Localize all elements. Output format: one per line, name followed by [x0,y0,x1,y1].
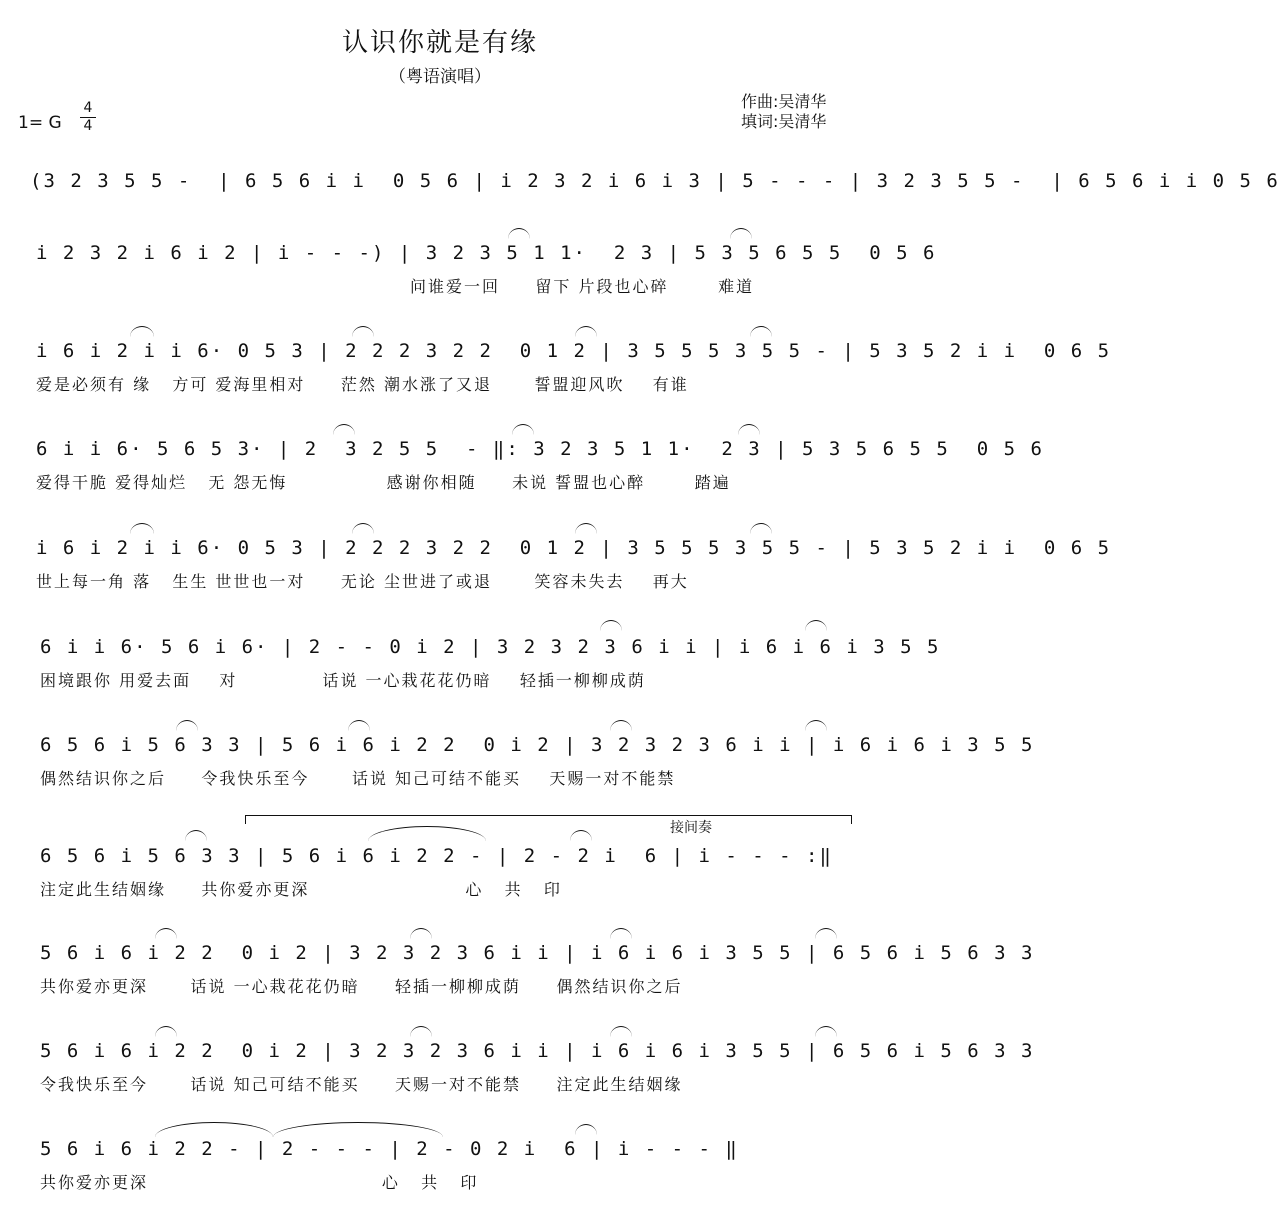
time-signature-top: 4 [83,100,93,116]
slur-mark [738,424,760,435]
score-row-3 [0,340,1112,420]
lyric-line: 偶然结识你之后 令我快乐至今 话说 知己可结不能买 天赐一对不能禁 [40,769,676,788]
credits [741,92,826,132]
score-row-9 [0,942,1035,1022]
slur-mark [610,928,632,939]
slur-mark [155,1122,273,1137]
time-signature [80,101,96,134]
slur-mark [815,1026,837,1037]
slur-mark [570,830,592,841]
notation-line: 6 5 6 i 5 6 3 3 | 5 6 i 6 i 2 2 - | 2 - 2 i 6 | i - - - :‖ [40,845,833,867]
slur-mark [333,424,355,435]
lyric-line: 困境跟你 用爱去面 对 话说 一心栽花花仍暗 轻插一柳柳成荫 [40,671,646,690]
slur-mark [155,1026,177,1037]
lyric-line: 爱是必须有 缘 方可 爱海里相对 茫然 潮水涨了又退 誓盟迎风吹 有谁 [36,375,689,394]
score-row-2 [0,242,937,322]
score-row-5 [0,537,1112,617]
score-row-7 [0,734,1035,814]
slur-mark [368,826,486,841]
notation-line: 5 6 i 6 i 2 2 0 i 2 | 3 2 3 2 3 6 i i | i 6 i 6 i 3 5 5 | 6 5 6 i 5 6 3 3 [40,1040,1035,1062]
slur-mark [575,1124,597,1135]
slur-mark [352,326,374,337]
slur-mark [410,928,432,939]
slur-mark [410,1026,432,1037]
notation-line: 5 6 i 6 i 2 2 0 i 2 | 3 2 3 2 3 6 i i | i 6 i 6 i 3 5 5 | 6 5 6 i 5 6 3 3 [40,942,1035,964]
slur-mark [600,620,622,631]
composer-credit: 作曲:吴清华 [741,92,827,111]
slur-mark [130,523,154,534]
slur-mark [805,720,827,731]
score-row-10 [0,1040,1035,1120]
score-row-8 [0,845,880,925]
slur-mark [610,1026,632,1037]
notation-line: 6 5 6 i 5 6 3 3 | 5 6 i 6 i 2 2 0 i 2 | 3 2 3 2 3 6 i i | i 6 i 6 i 3 5 5 [40,734,1035,756]
song-subtitle: （粤语演唱） [389,67,491,87]
lyric-line: 令我快乐至今 话说 知己可结不能买 天赐一对不能禁 注定此生结姻缘 [40,1075,683,1094]
slur-mark [273,1122,443,1137]
lyric-line: 爱得干脆 爱得灿烂 无 怨无悔 感谢你相随 未说 誓盟也心醉 踏遍 [36,473,731,492]
notation-line: i 2 3 2 i 6 i 2 | i - - -) | 3 2 3 5 1 1· 2 3 | 5 3 5 6 5 5 0 5 6 [36,242,937,264]
slur-mark [610,720,632,731]
slur-mark [750,326,772,337]
slur-mark [348,720,370,731]
score-row-11 [0,1138,880,1218]
slur-mark [155,928,177,939]
slur-mark [185,830,207,841]
slur-mark [512,424,534,435]
score-row-4 [0,438,1044,518]
notation-line: 6 i i 6· 5 6 i 6· | 2 - - 0 i 2 | 3 2 3 2 3 6 i i | i 6 i 6 i 3 5 5 [40,636,941,658]
slur-mark [815,928,837,939]
lyric-line: 问谁爱一回 留下 片段也心碎 难道 [410,277,755,296]
notation-line: i 6 i 2 i i 6· 0 5 3 | 2 2 2 3 2 2 0 1 2 | 3 5 5 5 3 5 5 - | 5 3 5 2 i i 0 6 5 [36,340,1112,362]
notation-line: i 6 i 2 i i 6· 0 5 3 | 2 2 2 3 2 2 0 1 2 | 3 5 5 5 3 5 5 - | 5 3 5 2 i i 0 6 5 [36,537,1112,559]
slur-mark [575,523,597,534]
score-row-6 [0,636,941,716]
notation-line: (3 2 3 5 5 - | 6 5 6 i i 0 5 6 | i 2 3 2 i 6 i 3 | 5 - - - | 3 2 3 5 5 - | 6 5 6 i i 0 5 6 [30,170,1280,192]
lyric-line: 共你爱亦更深 心 共 印 [40,1173,479,1192]
slur-mark [176,720,198,731]
interlude-bracket [245,815,852,824]
lyric-line: 注定此生结姻缘 共你爱亦更深 心 共 印 [40,880,562,899]
interlude-label: 接间奏 [670,820,712,836]
notation-line: 6 i i 6· 5 6 5 3· | 2 3 2 5 5 - ‖: 3 2 3 5 1 1· 2 3 | 5 3 5 6 5 5 0 5 6 [36,438,1044,460]
key-signature: 1= G [18,113,62,133]
slur-mark [805,620,827,631]
slur-mark [750,523,772,534]
lyricist-credit: 填词:吴清华 [741,112,827,131]
slur-mark [575,326,597,337]
notation-line: 5 6 i 6 i 2 2 - | 2 - - - | 2 - 0 2 i 6 | i - - - ‖ [40,1138,739,1160]
lyric-line: 共你爱亦更深 话说 一心栽花花仍暗 轻插一柳柳成荫 偶然结识你之后 [40,977,683,996]
time-signature-bottom: 4 [83,118,93,134]
slur-mark [130,326,154,337]
lyric-line: 世上每一角 落 生生 世世也一对 无论 尘世进了或退 笑容未失去 再大 [36,572,689,591]
slur-mark [352,523,374,534]
song-title: 认识你就是有缘 [341,28,538,58]
